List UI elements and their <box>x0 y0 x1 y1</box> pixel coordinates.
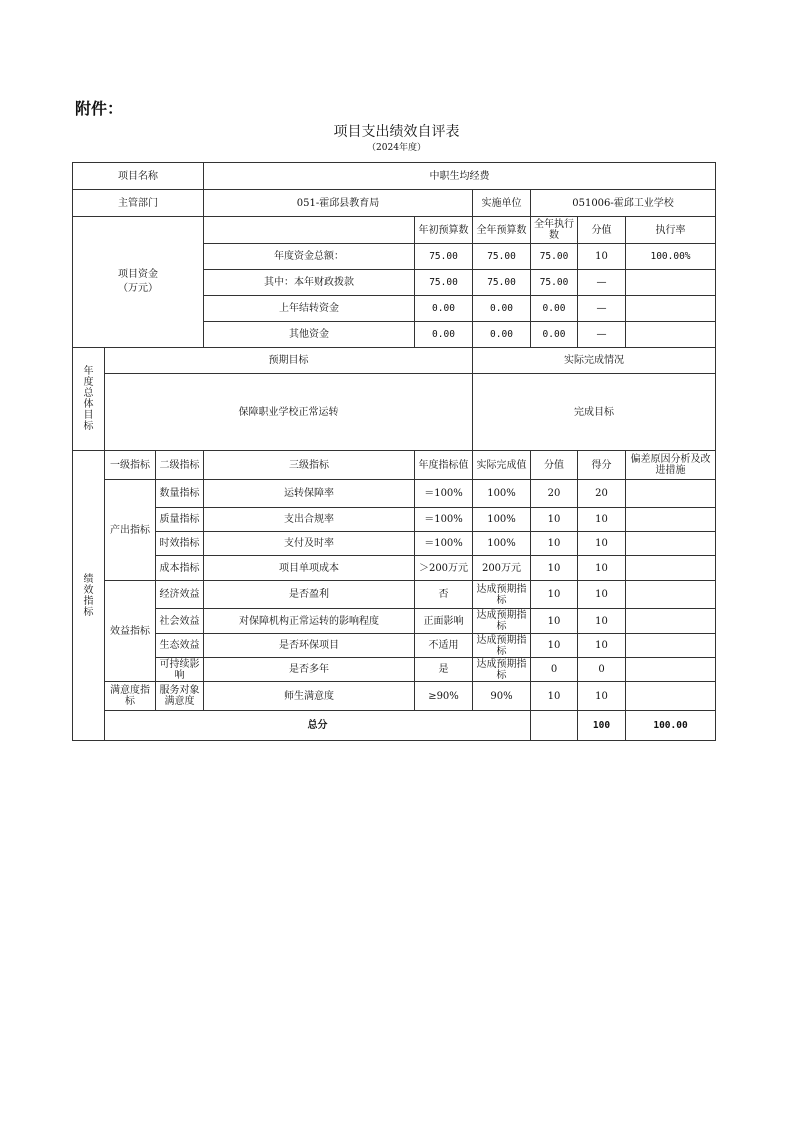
indicator-score: 10 <box>578 508 626 532</box>
indicator-weight: 10 <box>531 682 578 711</box>
funds-row-weight: — <box>578 322 626 348</box>
indicator-score: 10 <box>578 556 626 581</box>
indicator-header-target: 年度指标值 <box>415 451 473 480</box>
page-title: 项目支出绩效自评表 <box>333 124 460 140</box>
table-row <box>73 581 716 609</box>
indicator-score: 20 <box>578 480 626 508</box>
indicator-weight: 0 <box>531 658 578 682</box>
table-row <box>73 508 716 532</box>
unit-value: 051006-霍邱工业学校 <box>531 190 716 217</box>
indicator-level3: 师生满意度 <box>204 682 415 711</box>
indicator-reason <box>626 581 716 609</box>
table-row <box>73 658 716 682</box>
indicator-target: 是 <box>415 658 473 682</box>
funds-row-executed: 0.00 <box>531 296 578 322</box>
total-score: 100.00 <box>626 711 716 741</box>
funds-row-initial: 0.00 <box>415 296 473 322</box>
indicator-level3: 运转保障率 <box>204 480 415 508</box>
indicator-weight: 10 <box>531 556 578 581</box>
funds-row-executed: 0.00 <box>531 322 578 348</box>
unit-label: 实施单位 <box>473 190 531 217</box>
indicator-weight: 10 <box>531 532 578 556</box>
indicator-reason <box>626 556 716 581</box>
indicator-target: ＝100% <box>415 508 473 532</box>
indicator-actual: 达成预期指标 <box>473 609 531 634</box>
self-evaluation-table <box>72 162 716 741</box>
indicator-reason <box>626 508 716 532</box>
indicator-reason <box>626 634 716 658</box>
goals-label: 年 度 总 体 目 标 <box>73 348 105 451</box>
indicator-header-score: 得分 <box>578 451 626 480</box>
funds-label: 项目资金 （万元） <box>73 217 204 348</box>
funds-header-initial: 年初预算数 <box>415 217 473 244</box>
indicator-score: 10 <box>578 609 626 634</box>
funds-row-weight: 10 <box>578 244 626 270</box>
funds-row-annual: 0.00 <box>473 296 531 322</box>
indicator-score: 0 <box>578 658 626 682</box>
funds-row-weight: — <box>578 270 626 296</box>
indicator-header-weight: 分值 <box>531 451 578 480</box>
project-name-label: 项目名称 <box>73 163 204 190</box>
indicator-reason <box>626 682 716 711</box>
funds-row-rate <box>626 270 716 296</box>
dept-label: 主管部门 <box>73 190 204 217</box>
expected-goal: 保障职业学校正常运转 <box>105 374 473 451</box>
indicator-target: ＞200万元 <box>415 556 473 581</box>
indicator-weight: 10 <box>531 508 578 532</box>
attachment-label: 附件： <box>75 99 124 118</box>
indicator-target: ＝100% <box>415 480 473 508</box>
total-row <box>73 711 716 741</box>
indicator-level3: 项目单项成本 <box>204 556 415 581</box>
funds-row-annual: 75.00 <box>473 244 531 270</box>
table-row <box>73 634 716 658</box>
indicator-level2: 经济效益 <box>156 581 204 609</box>
funds-row-name: 其中：本年财政拨款 <box>204 270 415 296</box>
dept-value: 051-霍邱县教育局 <box>204 190 473 217</box>
indicator-target: ＝100% <box>415 532 473 556</box>
indicator-header-actual: 实际完成值 <box>473 451 531 480</box>
indicator-level2: 生态效益 <box>156 634 204 658</box>
funds-header-blank <box>204 217 415 244</box>
indicator-actual: 达成预期指标 <box>473 658 531 682</box>
funds-header-weight: 分值 <box>578 217 626 244</box>
indicator-score: 10 <box>578 682 626 711</box>
indicator-level2: 质量指标 <box>156 508 204 532</box>
indicator-actual: 200万元 <box>473 556 531 581</box>
table-row <box>73 532 716 556</box>
funds-row-weight: — <box>578 296 626 322</box>
funds-row-executed: 75.00 <box>531 270 578 296</box>
indicator-weight: 10 <box>531 581 578 609</box>
funds-row-initial: 75.00 <box>415 270 473 296</box>
table-row <box>73 556 716 581</box>
funds-row-name: 上年结转资金 <box>204 296 415 322</box>
actual-goal: 完成目标 <box>473 374 716 451</box>
indicator-score: 10 <box>578 581 626 609</box>
indicator-header-level1: 一级指标 <box>105 451 156 480</box>
benefit-indicator-label: 效益指标 <box>105 581 156 682</box>
indicator-actual: 100% <box>473 508 531 532</box>
indicator-target: ≥90% <box>415 682 473 711</box>
indicator-actual: 100% <box>473 480 531 508</box>
funds-row-name: 其他资金 <box>204 322 415 348</box>
indicators-label: 绩 效 指 标 <box>73 451 105 741</box>
indicator-target: 正面影响 <box>415 609 473 634</box>
indicator-reason <box>626 480 716 508</box>
indicator-weight: 20 <box>531 480 578 508</box>
indicator-header-level2: 二级指标 <box>156 451 204 480</box>
indicator-level2: 时效指标 <box>156 532 204 556</box>
table-row <box>73 480 716 508</box>
table-row <box>73 682 716 711</box>
indicator-actual: 90% <box>473 682 531 711</box>
indicator-level3: 对保障机构正常运转的影响程度 <box>204 609 415 634</box>
actual-goal-label: 实际完成情况 <box>473 348 716 374</box>
total-weight: 100 <box>578 711 626 741</box>
funds-row-executed: 75.00 <box>531 244 578 270</box>
indicator-level3: 支出合规率 <box>204 508 415 532</box>
funds-row-rate <box>626 296 716 322</box>
satisfaction-indicator-label: 满意度指标 <box>105 682 156 711</box>
indicator-level2: 服务对象满意度 <box>156 682 204 711</box>
report-year: （2024年度） <box>367 143 426 153</box>
indicator-target: 不适用 <box>415 634 473 658</box>
indicator-reason <box>626 532 716 556</box>
total-label: 总分 <box>105 711 531 741</box>
indicator-score: 10 <box>578 532 626 556</box>
indicator-actual: 100% <box>473 532 531 556</box>
indicator-header-level3: 三级指标 <box>204 451 415 480</box>
indicator-level3: 是否环保项目 <box>204 634 415 658</box>
table-row <box>73 609 716 634</box>
indicator-weight: 10 <box>531 609 578 634</box>
indicator-level3: 是否盈利 <box>204 581 415 609</box>
indicator-level2: 可持续影响 <box>156 658 204 682</box>
indicator-actual: 达成预期指标 <box>473 634 531 658</box>
project-name: 中职生均经费 <box>204 163 716 190</box>
funds-row-rate: 100.00% <box>626 244 716 270</box>
indicator-score: 10 <box>578 634 626 658</box>
output-indicator-label: 产出指标 <box>105 480 156 581</box>
indicator-header-reason: 偏差原因分析及改进措施 <box>626 451 716 480</box>
indicator-level2: 数量指标 <box>156 480 204 508</box>
indicator-level3: 支付及时率 <box>204 532 415 556</box>
indicator-level3: 是否多年 <box>204 658 415 682</box>
indicator-level2: 社会效益 <box>156 609 204 634</box>
funds-row-initial: 0.00 <box>415 322 473 348</box>
funds-row-initial: 75.00 <box>415 244 473 270</box>
indicator-weight: 10 <box>531 634 578 658</box>
indicator-reason <box>626 658 716 682</box>
funds-row-annual: 75.00 <box>473 270 531 296</box>
indicator-actual: 达成预期指标 <box>473 581 531 609</box>
funds-header-annual: 全年预算数 <box>473 217 531 244</box>
indicator-reason <box>626 609 716 634</box>
funds-header-rate: 执行率 <box>626 217 716 244</box>
total-actual <box>531 711 578 741</box>
funds-row-name: 年度资金总额： <box>204 244 415 270</box>
funds-row-rate <box>626 322 716 348</box>
funds-row-annual: 0.00 <box>473 322 531 348</box>
indicator-target: 否 <box>415 581 473 609</box>
expected-goal-label: 预期目标 <box>105 348 473 374</box>
funds-header-executed: 全年执行数 <box>531 217 578 244</box>
indicator-level2: 成本指标 <box>156 556 204 581</box>
